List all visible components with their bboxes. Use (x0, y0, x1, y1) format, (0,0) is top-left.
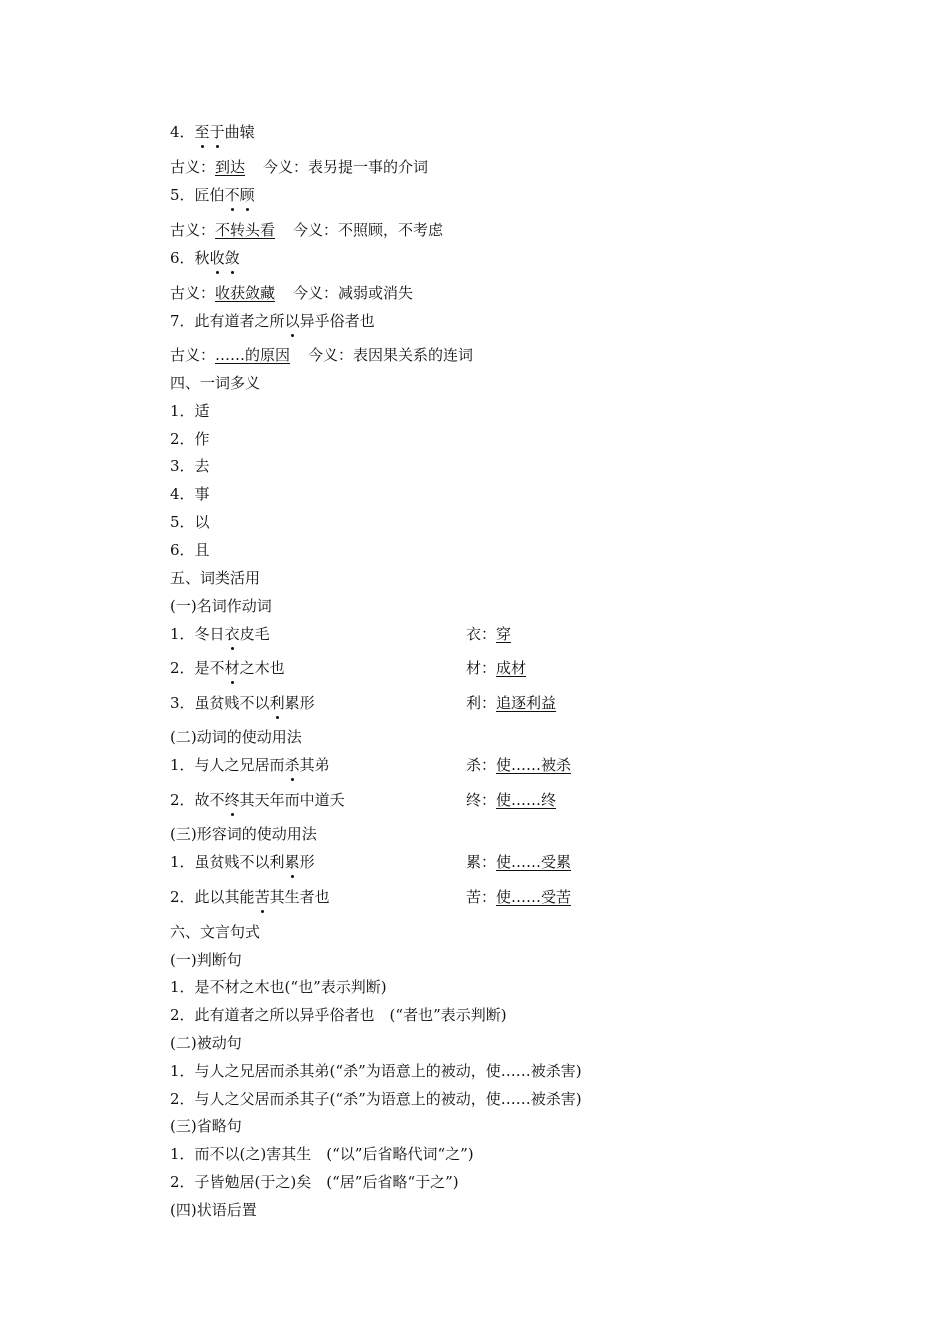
ancient-meaning: ……的原因 (215, 346, 291, 364)
gujin-head-5: 5．匠伯不顾 (170, 186, 255, 204)
example-sentence: 1．虽贫贱不以利累形 (170, 853, 315, 871)
gujin-meaning-6: 古义：收获敛藏 今义：减弱或消失 (170, 284, 414, 302)
emphasis-char: 利 (269, 694, 285, 712)
sentence-example: 2．子皆勉居(于之)矣 (“居”后省略“于之”) (170, 1173, 459, 1191)
example-answer: 衣：穿 (466, 625, 512, 643)
example-sentence: 2．故不终其天年而中道夭 (170, 791, 345, 809)
emphasis-char: 杀 (284, 756, 300, 774)
emphasis-char: 敛 (224, 249, 240, 267)
subsection-title: (三)省略句 (170, 1117, 242, 1135)
subsection-title: (四)状语后置 (170, 1201, 257, 1219)
ancient-meaning: 收获敛藏 (215, 284, 276, 302)
example-answer: 苦：使……受苦 (466, 888, 572, 906)
example-answer: 材：成材 (466, 659, 527, 677)
polysemy-item: 2．作 (170, 430, 210, 448)
example-answer: 累：使……受累 (466, 853, 572, 871)
section-title-word-class: 五、词类活用 (170, 569, 261, 587)
emphasis-char: 终 (224, 791, 240, 809)
example-sentence: 2．此以其能苦其生者也 (170, 888, 330, 906)
subsection-title: (二)动词的使动用法 (170, 728, 302, 746)
emphasis-char: 材 (224, 659, 240, 677)
modern-meaning: 表因果关系的连词 (353, 346, 474, 364)
emphasis-char: 累 (284, 853, 300, 871)
emphasis-char: 于 (209, 123, 225, 141)
polysemy-item: 1．适 (170, 402, 210, 420)
ancient-meaning: 到达 (215, 158, 246, 176)
polysemy-item: 6．且 (170, 541, 210, 559)
example-sentence: 3．虽贫贱不以利累形 (170, 694, 315, 712)
gujin-head-7: 7．此有道者之所以异乎俗者也 (170, 312, 375, 330)
example-sentence: 2．是不材之木也 (170, 659, 285, 677)
sentence-example: 1．而不以(之)害其生 (“以”后省略代词“之”) (170, 1145, 474, 1163)
emphasis-char: 至 (194, 123, 210, 141)
sentence-example: 1．是不材之木也(“也”表示判断) (170, 978, 387, 996)
emphasis-char: 收 (209, 249, 225, 267)
polysemy-item: 4．事 (170, 485, 210, 503)
gujin-meaning-4: 古义：到达 今义：表另提一事的介词 (170, 158, 429, 176)
emphasis-char: 衣 (224, 625, 240, 643)
subsection-title: (三)形容词的使动用法 (170, 825, 317, 843)
gujin-head-6: 6．秋收敛 (170, 249, 240, 267)
section-title-sentence-patterns: 六、文言句式 (170, 923, 261, 941)
example-answer: 利：追逐利益 (466, 694, 557, 712)
sentence-example: 1．与人之兄居而杀其弟(“杀”为语意上的被动，使……被杀害) (170, 1062, 582, 1080)
emphasis-char: 以 (284, 312, 300, 330)
subsection-title: (二)被动句 (170, 1034, 242, 1052)
sentence-example: 2．与人之父居而杀其子(“杀”为语意上的被动，使……被杀害) (170, 1090, 582, 1108)
modern-meaning: 表另提一事的介词 (308, 158, 429, 176)
polysemy-item: 5．以 (170, 513, 210, 531)
emphasis-char: 不 (224, 186, 240, 204)
example-answer: 杀：使……被杀 (466, 756, 572, 774)
emphasis-char: 顾 (239, 186, 255, 204)
example-answer: 终：使……终 (466, 791, 557, 809)
subsection-title: (一)判断句 (170, 951, 242, 969)
subsection-title: (一)名词作动词 (170, 597, 272, 615)
gujin-meaning-5: 古义：不转头看 今义：不照顾，不考虑 (170, 221, 444, 239)
polysemy-item: 3．去 (170, 457, 210, 475)
modern-meaning: 减弱或消失 (338, 284, 414, 302)
sentence-example: 2．此有道者之所以异乎俗者也 (“者也”表示判断) (170, 1006, 507, 1024)
example-sentence: 1．与人之兄居而杀其弟 (170, 756, 330, 774)
modern-meaning: 不照顾，不考虑 (338, 221, 444, 239)
section-title-polysemy: 四、一词多义 (170, 374, 261, 392)
gujin-meaning-7: 古义：……的原因 今义：表因果关系的连词 (170, 346, 474, 364)
ancient-meaning: 不转头看 (215, 221, 276, 239)
example-sentence: 1．冬日衣皮毛 (170, 625, 270, 643)
emphasis-char: 苦 (254, 888, 270, 906)
gujin-head-4: 4．至于曲辕 (170, 123, 255, 141)
